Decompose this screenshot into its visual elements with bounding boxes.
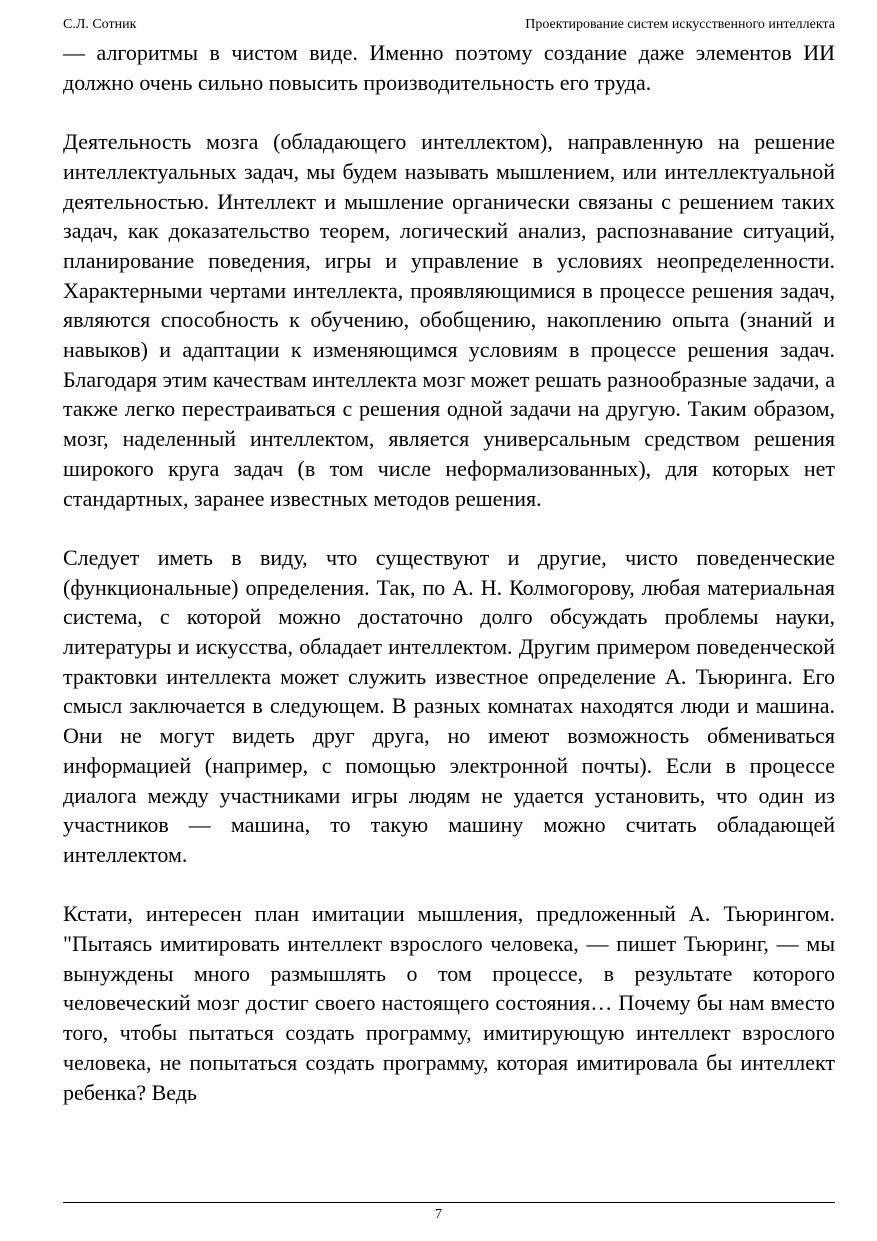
page-number: 7 <box>435 1207 442 1222</box>
paragraph-3: Следует иметь в виду, что существуют и другие, чисто поведенческие (функциональные) определения. Так, по А. Н. Колмогорову, любая материальная система, с которой можно достаточно долго обсуждать проблемы науки, литературы и искусства, обладает интеллектом. Другим примером поведенческой трактовки интеллекта может служить известное определение А. Тьюринга. Его смысл заключается в следующем. В разных комнатах находятся люди и машина. Они не могут видеть друг друга, но имеют возможность обмениваться информацией (например, с помощью электронной почты). Если в процессе диалога между участниками игры людям не удается установить, что один из участников — машина, то такую машину можно считать обладающей интеллектом. <box>63 544 835 867</box>
paragraph-4: Кстати, интересен план имитации мышления, предложенный А. Тьюрингом. "Пытаясь имитировать интеллект взрослого человека, — пишет Тьюринг, — мы вынуждены много размышлять о том процессе, в результате которого человеческий мозг достиг своего настоящего состояния… Почему бы нам вместо того, чтобы пытаться создать программу, имитирующую интеллект взрослого человека, не попытаться создать программу, которая имитировала бы интеллект ребенка? Ведь <box>63 901 835 1105</box>
running-header <box>63 16 835 34</box>
paragraph-2: Деятельность мозга (обладающего интеллектом), направленную на решение интеллектуальных задач, мы будем называть мышлением, или интеллектуальной деятельностью. Интеллект и мышление органически связаны с решением таких задач, как доказательство теорем, логический анализ, распознавание ситуаций, планирование поведения, игры и управление в условиях неопределенности. Характерными чертами интеллекта, проявляющимися в процессе решения задач, являются способность к обучению, обобщению, накоплению опыта (знаний и навыков) и адаптации к изменяющимся условиям в процессе решения задач. Благодаря этим качествам интеллекта мозг может решать разнообразные задачи, а также легко перестраиваться с решения одной задачи на другую. Таким образом, мозг, наделенный интеллектом, является универсальным средством решения широкого круга задач (в том числе неформализованных), для которых нет стандартных, заранее известных методов решения. <box>63 129 835 511</box>
header-author: С.Л. Сотник <box>63 17 137 32</box>
paragraph-1: — алгоритмы в чистом виде. Именно поэтому создание даже элементов ИИ должно очень сильно повысить производительность его труда. <box>63 40 835 95</box>
body-text <box>63 38 835 1107</box>
footer-divider <box>63 1202 835 1203</box>
header-book-title: Проектирование систем искусственного интеллекта <box>525 17 835 32</box>
